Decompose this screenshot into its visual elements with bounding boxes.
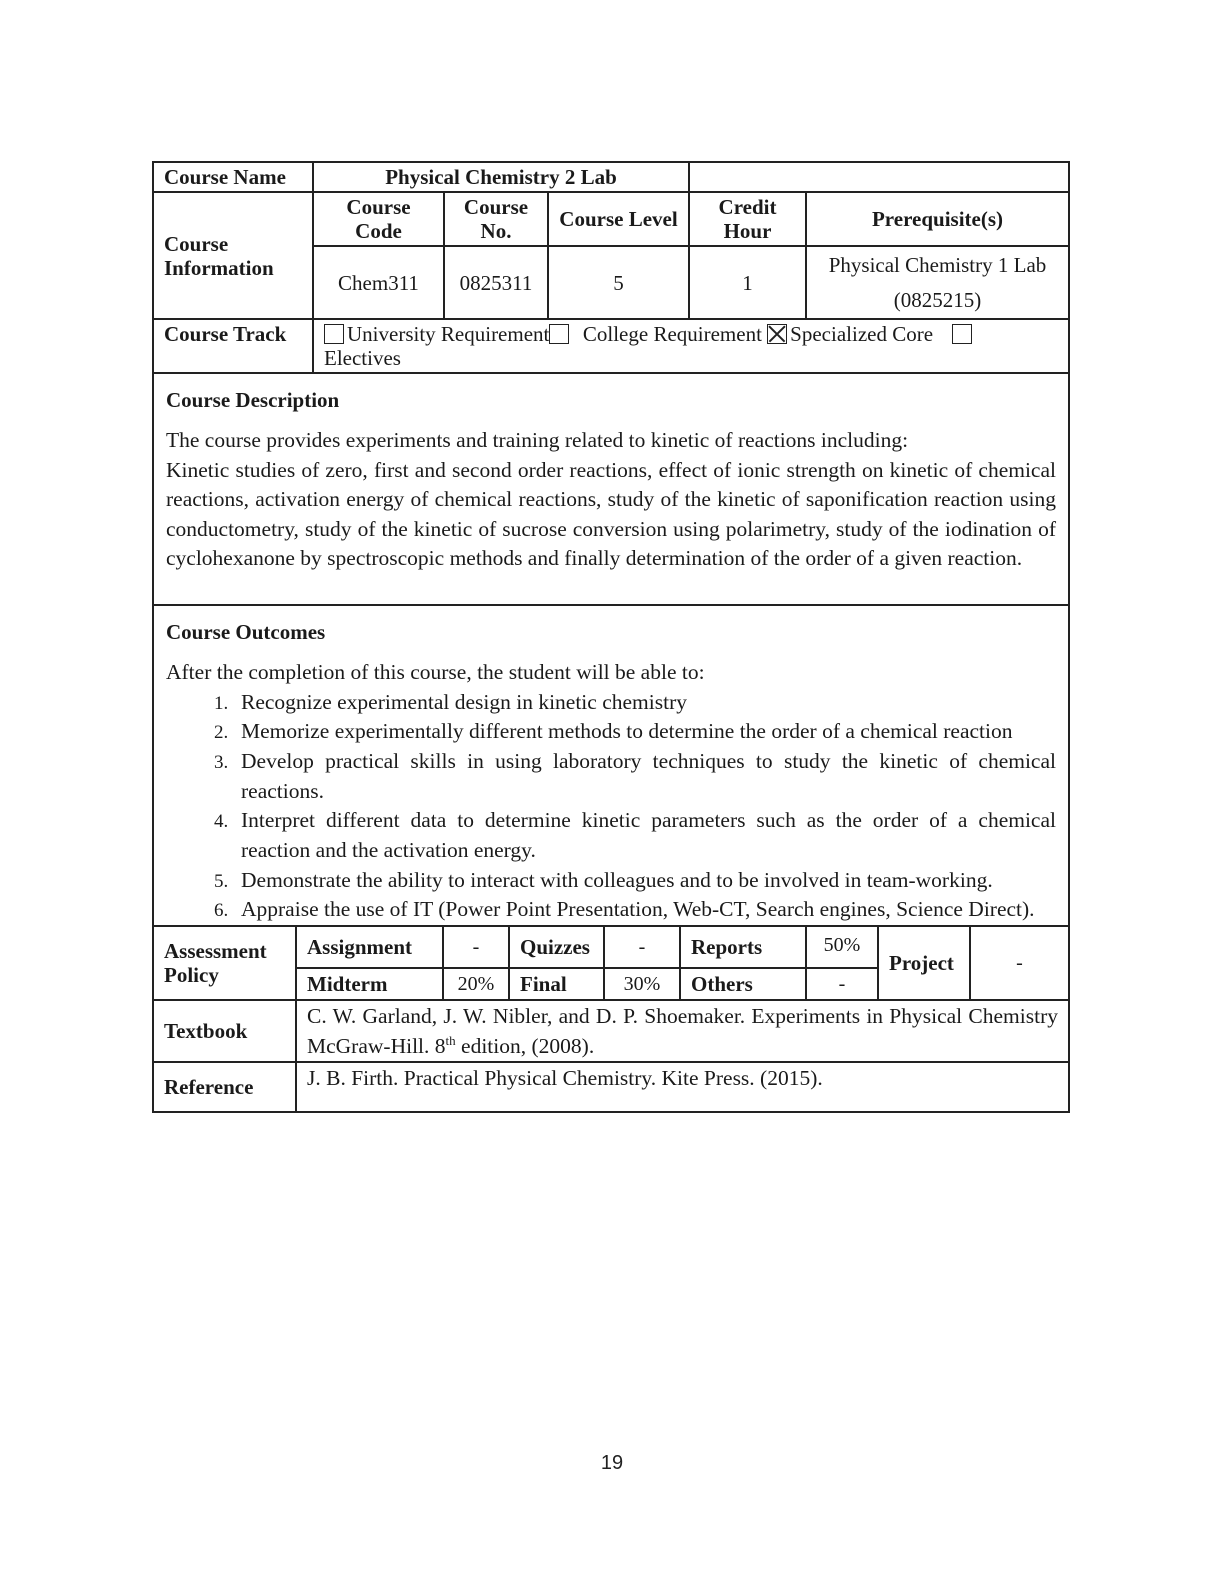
checkbox-icon	[324, 324, 344, 344]
assessment-table	[152, 925, 1070, 1113]
checked-box-icon	[767, 324, 787, 344]
list-item: 3. Develop practical skills in using laboratory techniques to study the kinetic of chemical reactions.	[233, 747, 1056, 806]
course-name-label: Course Name	[153, 162, 313, 192]
prerequisite-value	[806, 246, 1069, 319]
course-code-value: Chem311	[313, 246, 444, 319]
prerequisite-code: (0825215)	[893, 287, 982, 312]
checkbox-icon	[952, 324, 972, 344]
credit-hour-value: 1	[689, 246, 806, 319]
reference-citation: J. B. Firth. Practical Physical Chemistry. Kite Press. (2015).	[296, 1062, 1069, 1112]
page-number: 19	[600, 1452, 624, 1474]
course-outcomes-intro: After the completion of this course, the student will be able to:	[166, 660, 705, 684]
course-track-options	[313, 319, 1069, 373]
course-spec-sheet	[152, 161, 1068, 1113]
project-label: Project	[878, 926, 970, 1000]
course-outcomes-title: Course Outcomes	[166, 620, 326, 644]
course-level-value: 5	[548, 246, 689, 319]
header-course-no: Course No.	[444, 192, 548, 246]
reports-label: Reports	[680, 926, 806, 968]
assignment-value: -	[443, 926, 509, 968]
textbook-label: Textbook	[153, 1000, 296, 1062]
checkbox-icon	[549, 324, 569, 344]
prerequisite-name: Physical Chemistry 1 Lab	[828, 252, 1047, 277]
reference-label: Reference	[153, 1062, 296, 1112]
reports-value: 50%	[806, 926, 878, 968]
header-course-code: Course Code	[313, 192, 444, 246]
header-prerequisites: Prerequisite(s)	[806, 192, 1069, 246]
assessment-policy-label: Assessment Policy	[153, 926, 296, 1000]
quizzes-value: -	[604, 926, 680, 968]
others-label: Others	[680, 968, 806, 1000]
list-item: 6. Appraise the use of IT (Power Point Presentation, Web-CT, Search engines, Science Direct).	[233, 895, 1056, 925]
list-item: 5. Demonstrate the ability to interact with colleagues and to be involved in team-working.	[233, 866, 1056, 896]
course-name-empty-cell	[689, 162, 1069, 192]
header-credit-hour: Credit Hour	[689, 192, 806, 246]
course-description-body: Kinetic studies of zero, first and second order reactions, effect of ionic strength on kinetic of chemical reactions, activation energy of chemical reactions, study of the kinetic of saponification reaction using conductometry, study of the kinetic of sucrose conversion using polarimetry, study of the iodination of cyclohexanone by spectroscopic methods and finally determination of the order of a given reaction.	[166, 457, 1056, 570]
outcomes-list	[166, 688, 1056, 926]
course-track-label: Course Track	[153, 319, 313, 373]
track-option-electives: Electives	[324, 346, 401, 370]
track-option-college: College Requirement	[549, 322, 762, 346]
project-value: -	[970, 926, 1069, 1000]
list-item: 4. Interpret different data to determine kinetic parameters such as the order of a chemical reaction and the activation energy.	[233, 806, 1056, 865]
others-value: -	[806, 968, 878, 1000]
midterm-label: Midterm	[296, 968, 443, 1000]
course-description-title: Course Description	[166, 388, 340, 412]
assignment-label: Assignment	[296, 926, 443, 968]
course-name-value: Physical Chemistry 2 Lab	[313, 162, 689, 192]
textbook-citation: C. W. Garland, J. W. Nibler, and D. P. Shoemaker. Experiments in Physical Chemistry McGraw-Hill. 8th edition, (2008).	[296, 1000, 1069, 1062]
quizzes-label: Quizzes	[509, 926, 604, 968]
track-option-specialized-core: Specialized Core	[767, 322, 933, 346]
course-no-value: 0825311	[444, 246, 548, 319]
final-value: 30%	[604, 968, 680, 1000]
track-option-university: University Requirement	[324, 322, 549, 346]
midterm-value: 20%	[443, 968, 509, 1000]
course-description-intro: The course provides experiments and training related to kinetic of reactions including:	[166, 428, 909, 452]
course-outcomes-section	[153, 605, 1069, 926]
course-information-label: Course Information	[153, 192, 313, 319]
final-label: Final	[509, 968, 604, 1000]
header-course-level: Course Level	[548, 192, 689, 246]
course-info-table	[152, 161, 1070, 927]
list-item: 1. Recognize experimental design in kinetic chemistry	[233, 688, 1056, 718]
course-description-section	[153, 373, 1069, 605]
list-item: 2. Memorize experimentally different methods to determine the order of a chemical reaction	[233, 717, 1056, 747]
